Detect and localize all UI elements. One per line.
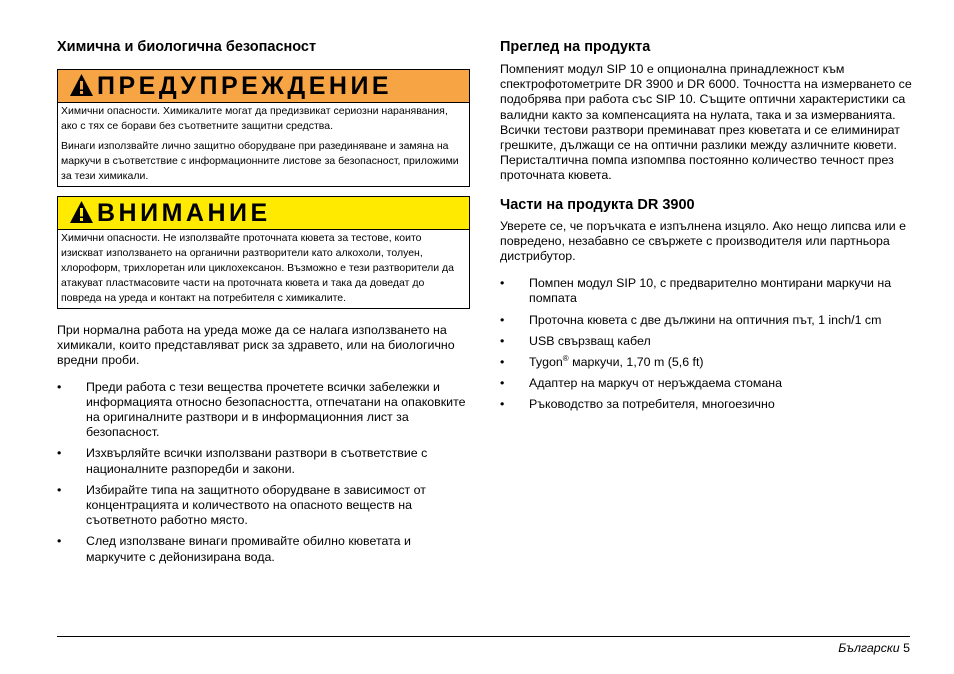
- bullet-icon: •: [500, 276, 505, 291]
- product-overview-heading: Преглед на продукта: [500, 39, 651, 55]
- list-item: • Избирайте типа на защитното оборудване в зависимост от концентрацията и количеството на опасното веществ на съответното работно място.: [57, 482, 426, 528]
- safety-bullet-list: [57, 380, 470, 565]
- warning-triangle-icon: [69, 73, 94, 97]
- bullet-icon: •: [500, 355, 505, 370]
- warning-text-1: Химични опасности. Химикалите могат да предизвикат сериозни наранявания, ако с тях се борави без съответните защитни средства.: [61, 105, 448, 132]
- safety-intro-paragraph: При нормална работа на уреда може да се налага използването на химикали, които представляват риск за здравето, или на биологично вредни проби.: [57, 323, 455, 368]
- bullet-icon: •: [500, 376, 505, 391]
- warning-body: [58, 103, 469, 186]
- bullet-icon: •: [500, 312, 505, 327]
- warning-title: ПРЕДУПРЕЖДЕНИЕ: [97, 72, 393, 100]
- footer-divider: [57, 636, 910, 637]
- product-parts-intro: Уверете се, че поръчката е изпълнена изцяло. Ако нещо липсва или е повредено, незабавно се свържете с производителя или партньора дистрибутор.: [500, 218, 906, 264]
- bullet-icon: •: [57, 534, 62, 549]
- warning-text-2: Винаги използвайте лично защитно оборудване при разединяване и замяна на маркучи в съответствие с информационните листове за безопасност, приложими за тези химикали.: [61, 140, 459, 182]
- registered-mark: ®: [562, 353, 569, 363]
- caution-body: [58, 230, 469, 308]
- product-overview-paragraph: Помпеният модул SIP 10 е опционална принадлежност към спектрофотометрите DR 3900 и DR 6000. Точността на измерването се подобрява при работа със SIP 10. Същите оптични характеристики са валидни както за компенсацията на нулата, така и за измерванията. Всички тестови разтвори преминават през кюветата и се елиминират грешките, дължащи се на оптични разлики между азличните кювети. Перисталтична помпа изпомпва постоянно количество течност през проточната кювета.: [500, 62, 912, 183]
- footer-language: Български: [838, 641, 900, 655]
- list-item: • Помпен модул SIP 10, с предварително монтирани маркучи на помпата: [500, 276, 892, 306]
- tygon-name: Tygon: [529, 355, 563, 370]
- right-column: [500, 38, 915, 419]
- warning-box: [57, 69, 470, 187]
- list-item: • Проточна кювета с две дължини на оптичния път, 1 inch/1 cm: [500, 312, 882, 327]
- warning-triangle-icon: [69, 200, 94, 224]
- bullet-icon: •: [500, 333, 505, 348]
- bullet-icon: •: [500, 397, 505, 412]
- list-item: • Преди работа с тези вещества прочетете всички забележки и информацията относно безопасността, отпечатани на опаковките на оригиналните разтвори и в информационния лист за безопасност.: [57, 379, 466, 440]
- list-item: [500, 355, 915, 370]
- caution-text: Химични опасности. Не използвайте проточната кювета за тестове, които изискват използването на органични разтворители като алкохоли, толуен, хлороформ, трихлоретан или циклохексанон. Възможно е тези разтворители да атакуват пластмасовите части на проточната кювета и така да доведат до повреда на уреда и контакт на потребителя с химикалите.: [61, 232, 454, 304]
- chemical-safety-heading: Химична и биологична безопасност: [57, 39, 317, 55]
- list-item: • USB свързващ кабел: [500, 333, 651, 348]
- left-column: [57, 38, 470, 571]
- page-footer: [838, 641, 910, 655]
- product-parts-list: [500, 276, 915, 412]
- list-item: • Ръководство за потребителя, многоезично: [500, 397, 775, 412]
- bullet-icon: •: [57, 379, 62, 394]
- list-item: • Адаптер на маркуч от неръждаема стомана: [500, 376, 783, 391]
- caution-title: ВНИМАНИЕ: [97, 199, 271, 227]
- list-item: • Изхвърляйте всички използвани разтвори в съответствие с националните разпоредби и закони.: [57, 446, 428, 476]
- product-parts-heading: Части на продукта DR 3900: [500, 196, 695, 213]
- tygon-description: маркучи, 1,70 m (5,6 ft): [568, 355, 704, 370]
- page-number: 5: [903, 641, 910, 655]
- caution-header: [58, 197, 469, 230]
- list-item: • След използване винаги промивайте обилно кюветата и маркучите с дейонизирана вода.: [57, 534, 411, 564]
- warning-header: [58, 70, 469, 103]
- bullet-icon: •: [57, 446, 62, 461]
- caution-box: [57, 196, 470, 309]
- bullet-icon: •: [57, 482, 62, 497]
